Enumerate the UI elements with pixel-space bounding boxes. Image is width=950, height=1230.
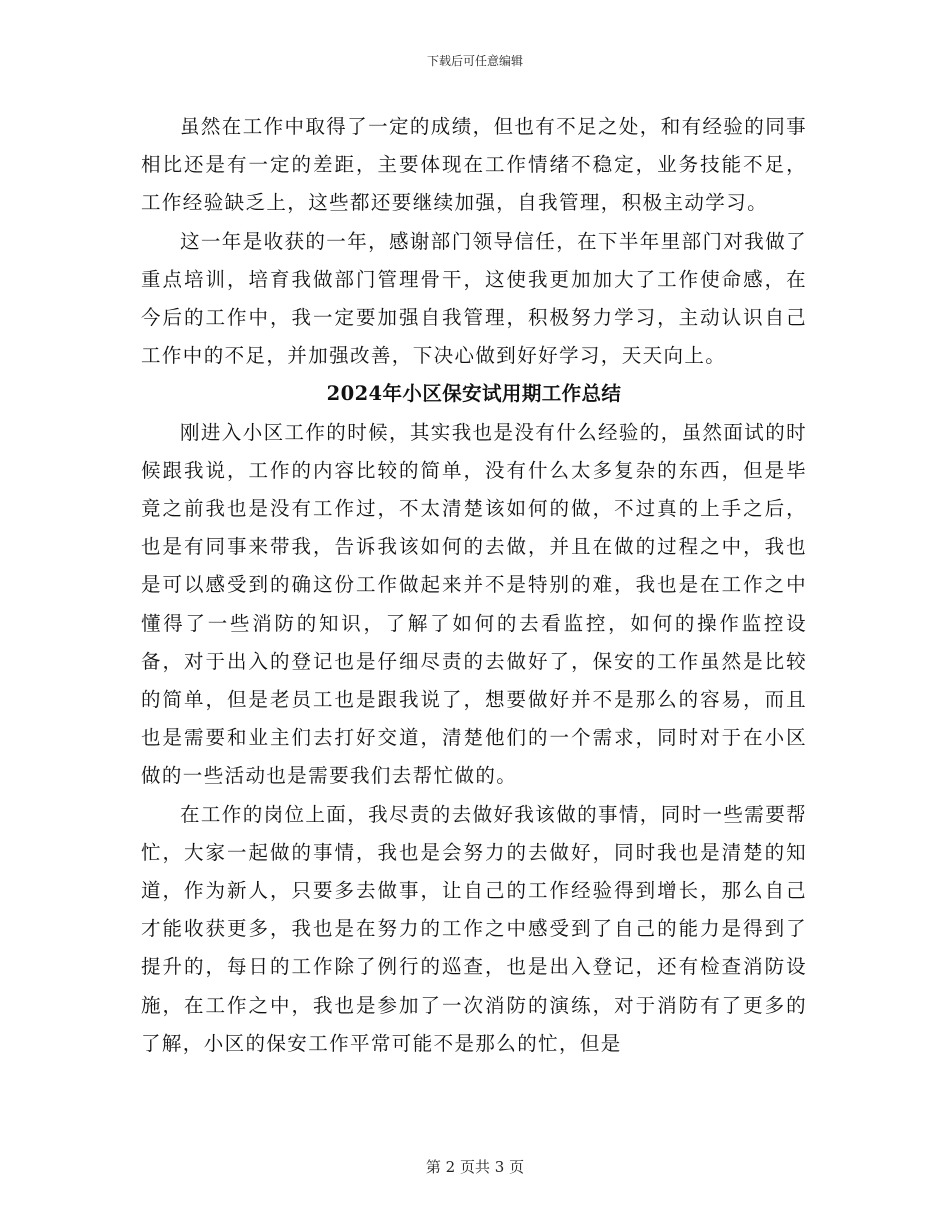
paragraph: 虽然在工作中取得了一定的成绩，但也有不足之处，和有经验的同事相比还是有一定的差距，主要体现在工作情绪不稳定，业务技能不足，工作经验缺乏上，这些都还要继续加强，自我管理，积极主动学习。 (141, 115, 808, 215)
page-number: 第 2 页共 3 页 (425, 1158, 525, 1176)
paragraph: 在工作的岗位上面，我尽责的去做好我该做的事情，同时一些需要帮忙，大家一起做的事情，我也是会努力的去做好，同时我也是清楚的知道，作为新人，只要多去做事，让自己的工作经验得到增长，那么自己才能收获更多，我也是在努力的工作之中感受到了自己的能力是得到了提升的，每日的工作除了例行的巡查，也是出入登记，还有检查消防设施，在工作之中，我也是参加了一次消防的演练，对于消防有了更多的了解，小区的保安工作平常可能不是那么的忙，但是 (141, 802, 808, 1055)
page-header-note: 下载后可任意编辑 (426, 54, 523, 68)
document-body (141, 108, 807, 1063)
paragraph: 刚进入小区工作的时候，其实我也是没有什么经验的，虽然面试的时候跟我说，工作的内容比较的简单，没有什么太多复杂的东西，但是毕竟之前我也是没有工作过，不太清楚该如何的做，不过真的上手之后，也是有同事来带我，告诉我该如何的去做，并且在做的过程之中，我也是可以感受到的确这份工作做起来并不是特别的难，我也是在工作之中懂得了一些消防的知识，了解了如何的去看监控，如何的操作监控设备，对于出入的登记也是仔细尽责的去做好了，保安的工作虽然是比较的简单，但是老员工也是跟我说了，想要做好并不是那么的容易，而且也是需要和业主们去打好交道，清楚他们的一个需求，同时对于在小区做的一些活动也是需要我们去帮忙做的。 (141, 420, 808, 788)
section-title: 2024年小区保安试用期工作总结 (326, 382, 622, 406)
paragraph: 这一年是收获的一年，感谢部门领导信任，在下半年里部门对我做了重点培训，培育我做部门管理骨干，这使我更加加大了工作使命感，在今后的工作中，我一定要加强自我管理，积极努力学习，主动认识自己工作中的不足，并加强改善，下决心做到好好学习，天天向上。 (141, 229, 808, 368)
